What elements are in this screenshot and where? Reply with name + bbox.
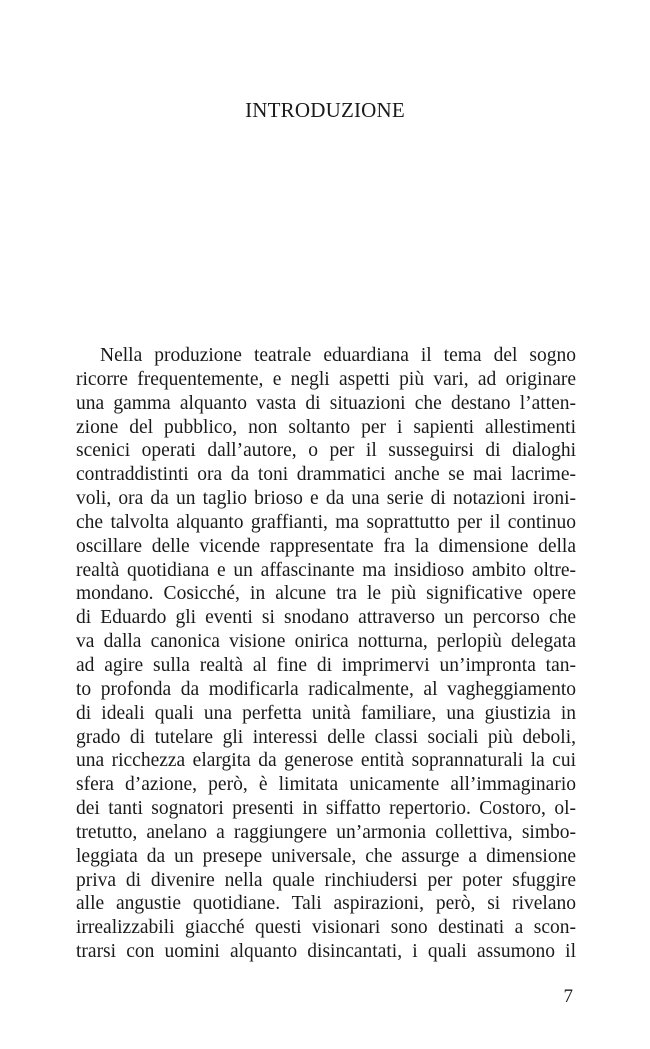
text-line: Nella produzione teatrale eduardiana il tema del sogno xyxy=(100,345,576,366)
chapter-title: INTRODUZIONE xyxy=(245,98,405,122)
text-line: alle angustie quotidiane. Tali aspirazioni, però, si rivelano xyxy=(76,893,576,915)
text-line: oscillare delle vicende rappresentate fra la dimensione della xyxy=(76,535,576,557)
text-line: una gamma alquanto vasta di situazioni che destano l’atten- xyxy=(76,392,576,414)
text-line: ad agire sulla realtà al fine di imprimervi un’impronta tan- xyxy=(76,654,576,676)
text-line: dei tanti sognatori presenti in siffatto repertorio. Costoro, ol- xyxy=(76,798,576,820)
text-line: sfera d’azione, però, è limitata unicamente all’immaginario xyxy=(76,774,576,796)
text-line: grado di tutelare gli interessi delle classi sociali più deboli, xyxy=(76,726,576,748)
text-line: trarsi con uomini alquanto disincantati, i quali assumono il xyxy=(76,941,576,963)
text-line: scenici operati dall’autore, o per il susseguirsi di dialoghi xyxy=(76,440,576,462)
text-line: tretutto, anelano a raggiungere un’armonia collettiva, simbo- xyxy=(76,821,576,843)
text-line: voli, ora da un taglio brioso e da una serie di notazioni ironi- xyxy=(76,488,576,510)
text-line: una ricchezza elargita da generose entità soprannaturali la cui xyxy=(76,750,576,772)
text-line: di ideali quali una perfetta unità familiare, una giustizia in xyxy=(76,702,576,724)
text-line: che talvolta alquanto graffianti, ma soprattutto per il continuo xyxy=(76,511,576,533)
text-line: irrealizzabili giacché questi visionari sono destinati a scon- xyxy=(76,917,576,939)
text-line: to profonda da modificarla radicalmente, al vagheggiamento xyxy=(76,678,576,700)
text-line: mondano. Cosicché, in alcune tra le più significative opere xyxy=(76,583,576,605)
text-line: realtà quotidiana e un affascinante ma insidioso ambito oltre- xyxy=(76,559,576,581)
body-paragraph xyxy=(76,344,576,964)
page-number: 7 xyxy=(563,986,573,1007)
text-line: ricorre frequentemente, e negli aspetti più vari, ad originare xyxy=(76,368,576,390)
text-line: priva di divenire nella quale rinchiudersi per poter sfuggire xyxy=(76,869,576,891)
text-line: contraddistinti ora da toni drammatici anche se mai lacrime- xyxy=(76,464,576,486)
text-line: di Eduardo gli eventi si snodano attraverso un percorso che xyxy=(76,607,576,629)
text-line: leggiata da un presepe universale, che assurge a dimensione xyxy=(76,845,576,867)
text-line: va dalla canonica visione onirica notturna, perlopiù delegata xyxy=(76,631,576,653)
text-line: zione del pubblico, non soltanto per i sapienti allestimenti xyxy=(76,416,576,438)
